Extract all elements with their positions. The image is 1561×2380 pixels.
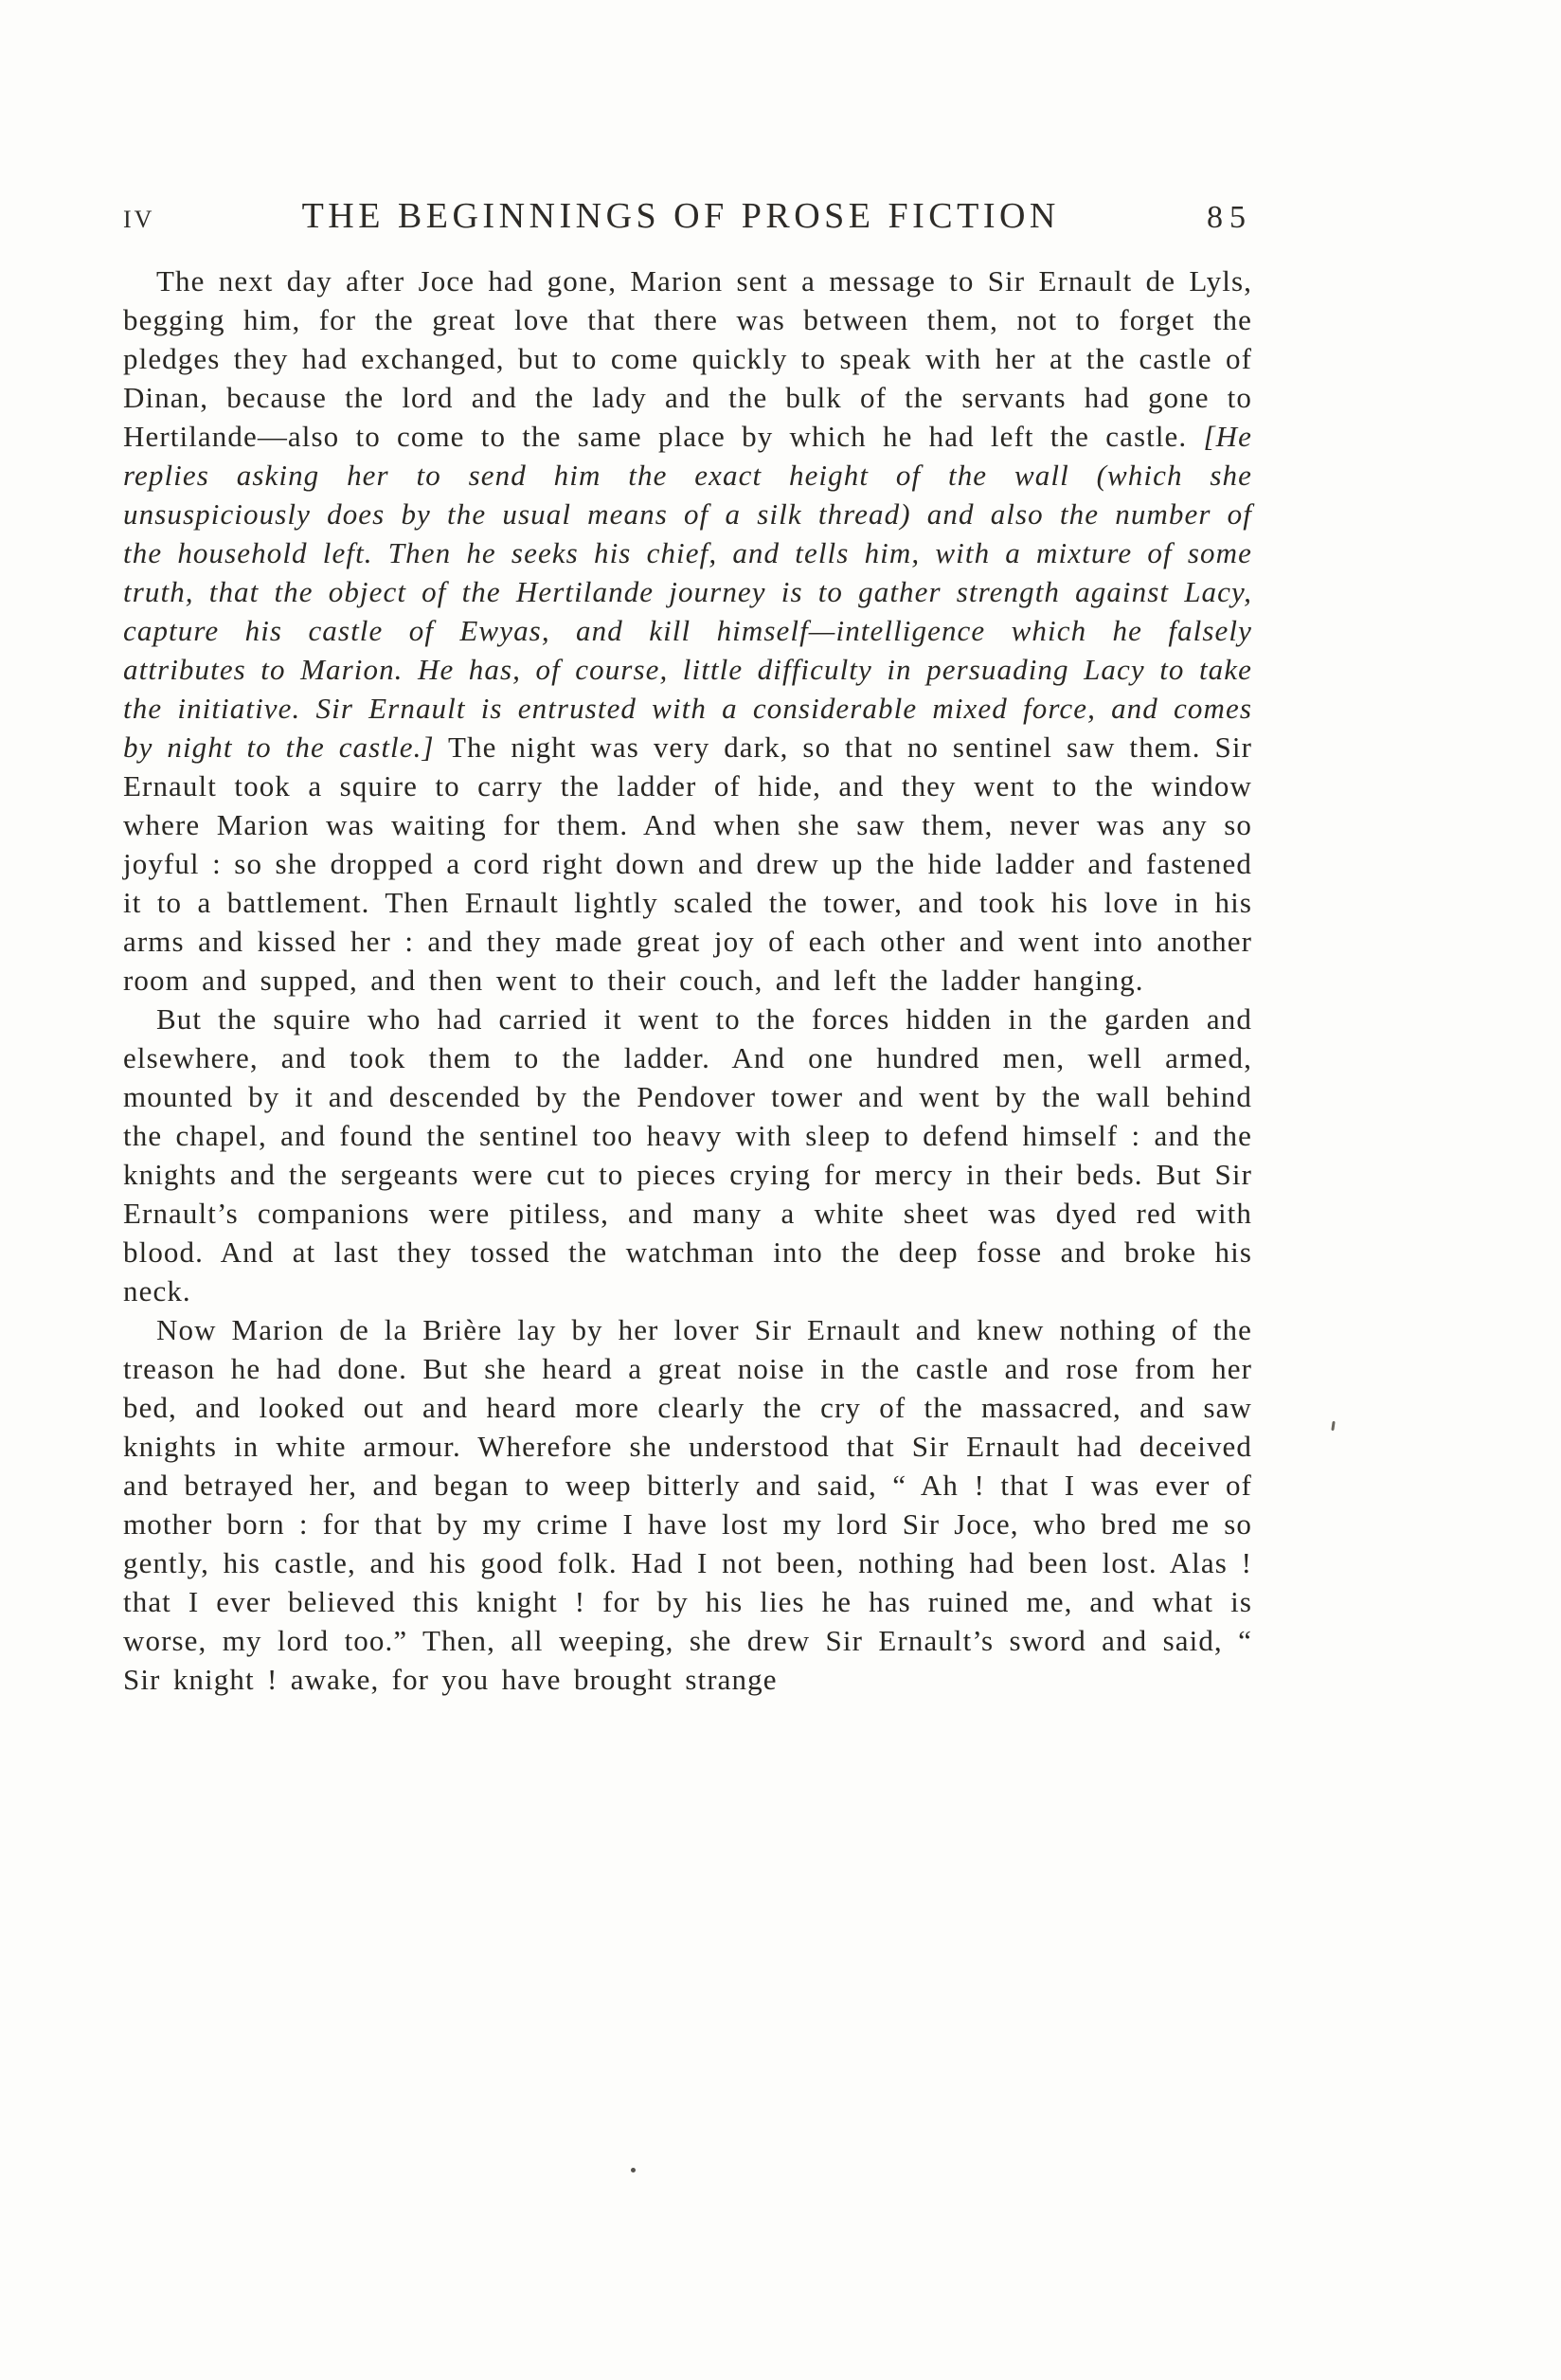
page-number: 85: [1207, 200, 1252, 235]
paragraph-1-roman-b: The night was very dark, so that no sentinel saw them. Sir Ernault took a squire to carry the ladder of hide, and they went to the window where Marion was waiting for them. And when she saw them, never was any so joyful : so she dropped a cord right down and drew up the hide ladder and fastened it to a battlement. Then Ernault lightly scaled the tower, and took his love in his arms and kissed her : and they made great joy of each other and went into another room and supped, and then went to their couch, and left the ladder hanging.: [123, 730, 1252, 997]
scan-artifact-dot: [631, 2168, 636, 2173]
page-title: THE BEGINNINGS OF PROSE FICTION: [301, 196, 1060, 236]
text-block: [123, 195, 1252, 1699]
paragraph-1-italic-summary: [He replies asking her to send him the exact height of the wall (which she unsuspiciously does by the usual means of a silk thread) and also the number of the household left. Then he seeks his chief, and tells him, with a mixture of some truth, that the object of the Hertilande journey is to gather strength against Lacy, capture his castle of Ewyas, and kill himself—intelligence which he falsely attributes to Marion. He has, of course, little difficulty in persuading Lacy to take the initiative. Sir Ernault is entrusted with a considerable mixed force, and comes by night to the castle.]: [123, 420, 1252, 764]
paragraph-3: Now Marion de la Brière lay by her lover Sir Ernault and knew nothing of the treason he had done. But she heard a great noise in the castle and rose from her bed, and looked out and heard more clearly the cry of the massacred, and saw knights in white armour. Wherefore she understood that Sir Ernault had deceived and betrayed her, and began to weep bitterly and said, “ Ah ! that I was ever of mother born : for that by my crime I have lost my lord Sir Joce, who bred me so gently, his castle, and his good folk. Had I not been, nothing had been lost. Alas ! that I ever believed this knight ! for by his lies he has ruined me, and what is worse, my lord too.” Then, all weeping, she drew Sir Ernault’s sword and said, “ Sir knight ! awake, for you have brought strange: [123, 1313, 1252, 1696]
chapter-numeral: IV: [123, 206, 155, 233]
paragraph-1: [123, 261, 1252, 1000]
paragraph-2: But the squire who had carried it went to the forces hidden in the garden and elsewhere, and took them to the ladder. And one hundred men, well armed, mounted by it and descended by the Pendover tower and went by the wall behind the chapel, and found the sentinel too heavy with sleep to defend himself : and the knights and the sergeants were cut to pieces crying for mercy in their beds. But Sir Ernault’s companions were pitiless, and many a white sheet was dyed red with blood. And at last they tossed the watchman into the deep fosse and broke his neck.: [123, 1002, 1252, 1307]
running-header: [123, 195, 1252, 237]
scan-artifact-tick: [1331, 1421, 1335, 1431]
paragraph-1-roman-a: The next day after Joce had gone, Marion sent a message to Sir Ernault de Lyls, begging him, for the great love that there was between them, not to forget the pledges they had exchanged, but to come quickly to speak with her at the castle of Dinan, because the lord and the lady and the bulk of the servants had gone to Hertilande—also to come to the same place by which he had left the castle.: [123, 264, 1252, 453]
